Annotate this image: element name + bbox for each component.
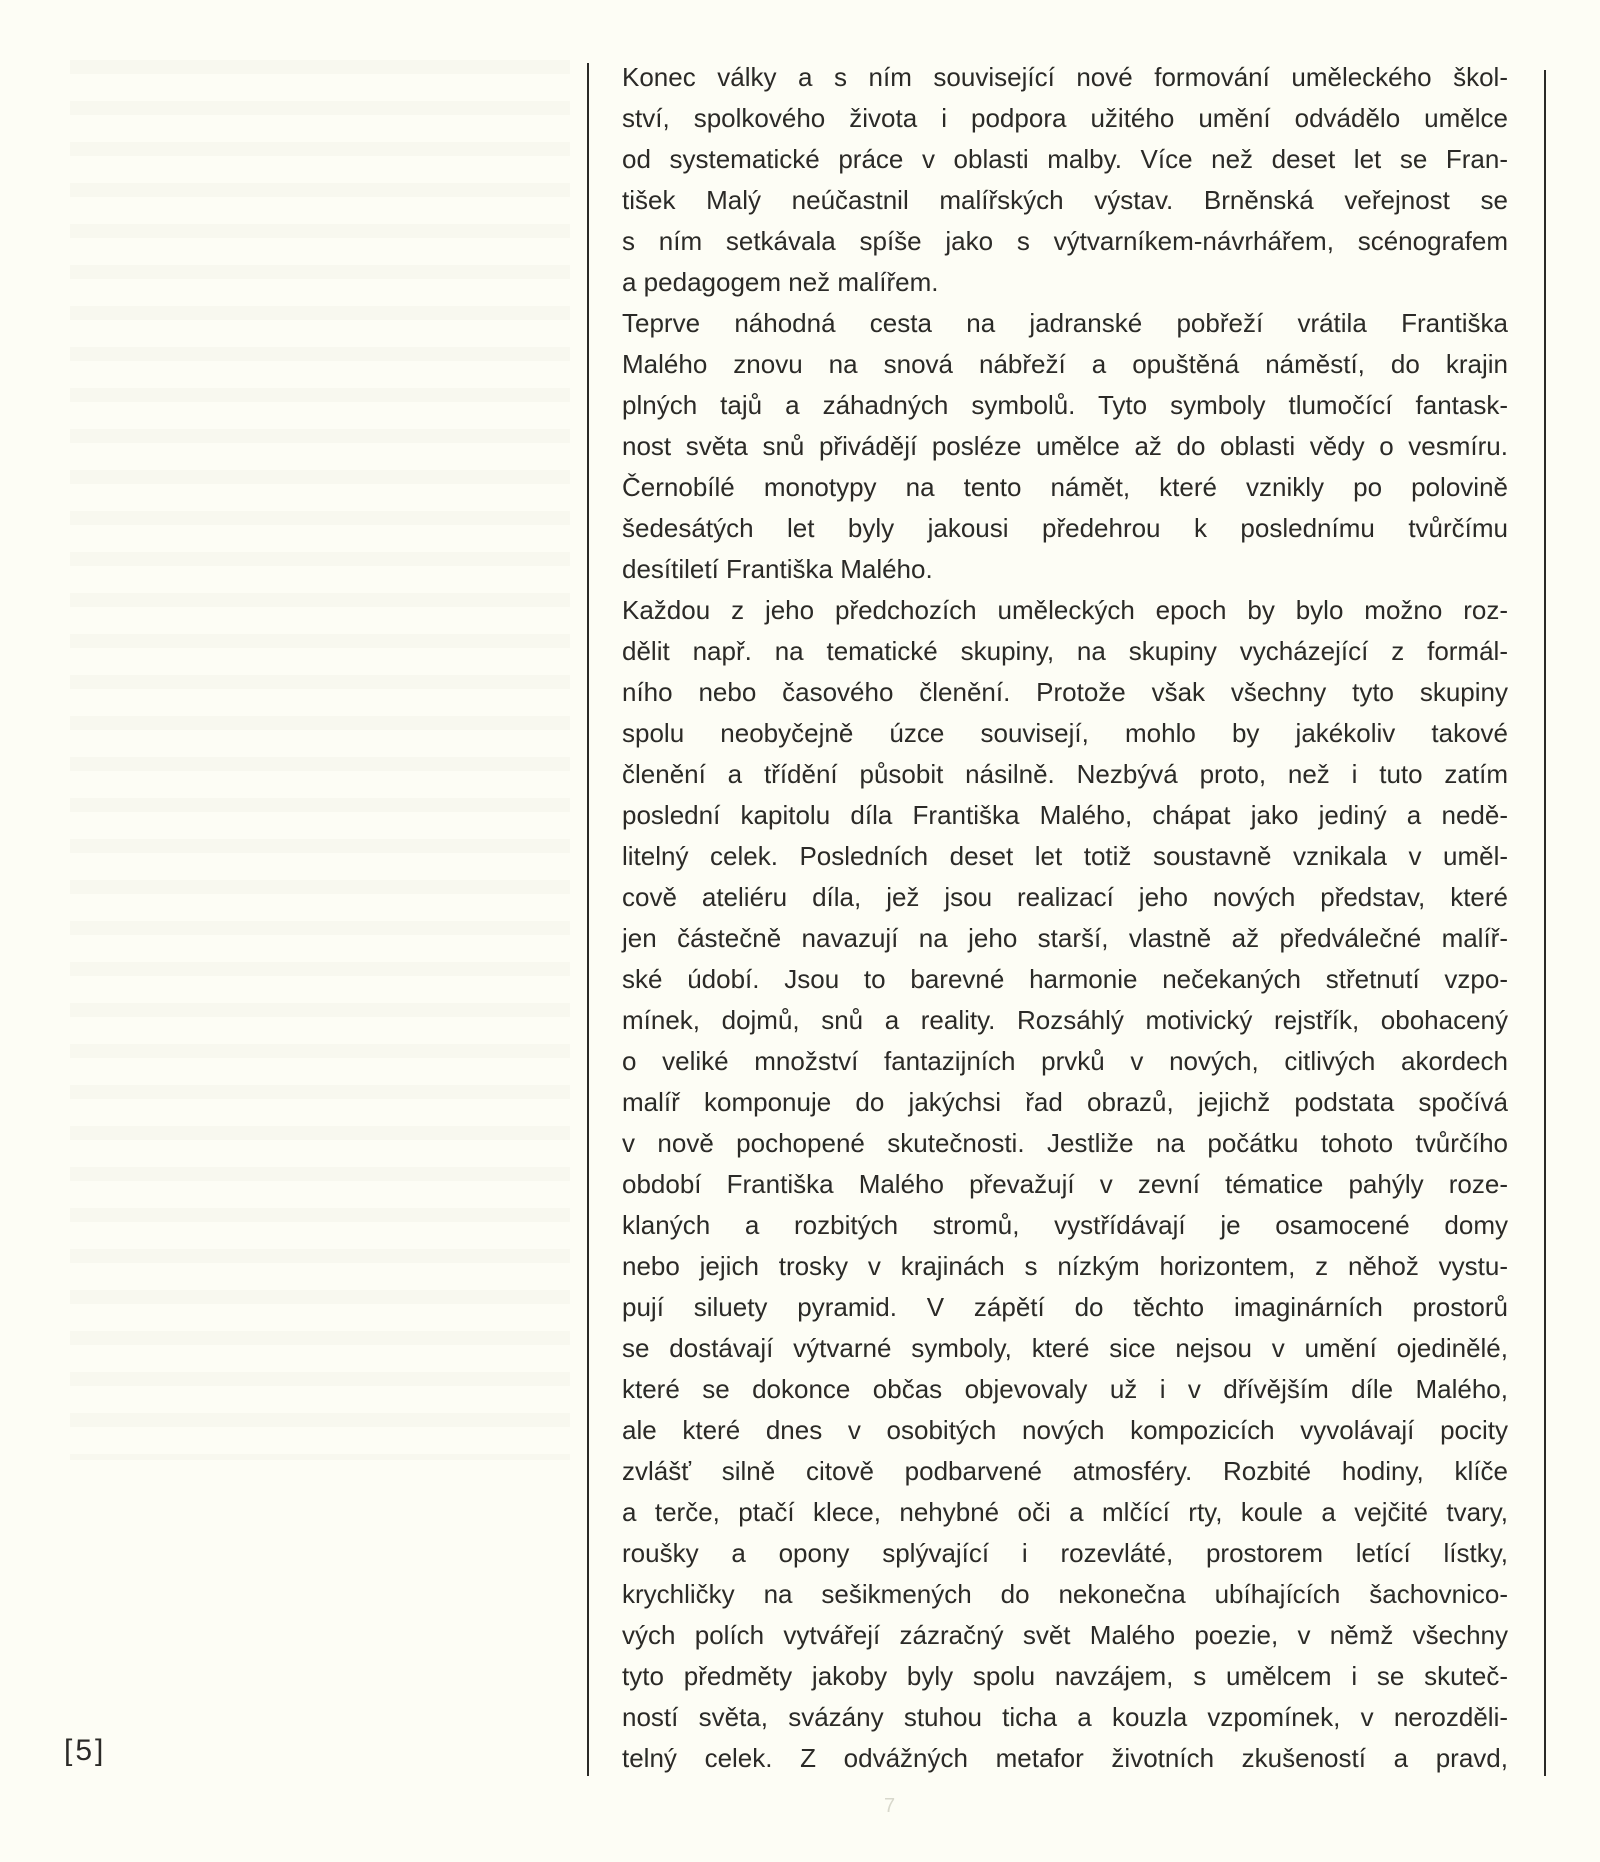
text-line: Černobílé monotypy na tento námět, které vznikly po polovině <box>622 472 1508 502</box>
text-line: plných tajů a záhadných symbolů. Tyto symboly tlumočící fantask- <box>622 390 1508 420</box>
text-line: ale které dnes v osobitých nových kompozicích vyvolávají pocity <box>622 1415 1508 1445</box>
text-line: v nově pochopené skutečnosti. Jestliže na počátku tohoto tvůrčího <box>622 1128 1508 1158</box>
text-line: šedesátých let byly jakousi předehrou k poslednímu tvůrčímu <box>622 513 1508 543</box>
text-line: o veliké množství fantazijních prvků v nových, citlivých akordech <box>622 1046 1508 1076</box>
text-line: období Františka Malého převažují v zevní tématice pahýly roze- <box>622 1169 1508 1199</box>
text-line: nebo jejich trosky v krajinách s nízkým horizontem, z něhož vystu- <box>622 1251 1508 1281</box>
text-line: s ním setkávala spíše jako s výtvarníkem-návrhářem, scénografem <box>622 226 1508 256</box>
text-line: tyto předměty jakoby byly spolu navzájem, s umělcem i se skuteč- <box>622 1661 1508 1691</box>
right-column-rule <box>1544 70 1546 1776</box>
text-line: Každou z jeho předchozích uměleckých epoch by bylo možno roz- <box>622 595 1508 625</box>
text-line: od systematické práce v oblasti malby. Více než deset let se Fran- <box>622 144 1508 174</box>
text-line: mínek, dojmů, snů a reality. Rozsáhlý motivický rejstřík, obohacený <box>622 1005 1508 1035</box>
text-line: klaných a rozbitých stromů, vystřídávají je osamocené domy <box>622 1210 1508 1240</box>
text-line: pují siluety pyramid. V zápětí do těchto imaginárních prostorů <box>622 1292 1508 1322</box>
text-line: telný celek. Z odvážných metafor životních zkušeností a pravd, <box>622 1743 1508 1773</box>
text-line: ností světa, svázány stuhou ticha a kouzla vzpomínek, v nerozděli- <box>622 1702 1508 1732</box>
text-line: Konec války a s ním související nové formování uměleckého škol- <box>622 62 1508 92</box>
text-line: dělit např. na tematické skupiny, na skupiny vycházející z formál- <box>622 636 1508 666</box>
left-column-rule <box>587 63 589 1776</box>
text-line: vých polích vytvářejí zázračný svět Malého poezie, v němž všechny <box>622 1620 1508 1650</box>
text-line: Teprve náhodná cesta na jadranské pobřeží vrátila Františka <box>622 308 1508 338</box>
show-through-background <box>70 60 570 1460</box>
text-line: se dostávají výtvarné symboly, které sice nejsou v umění ojedinělé, <box>622 1333 1508 1363</box>
text-line: cově ateliéru díla, jež jsou realizací jeho nových představ, které <box>622 882 1508 912</box>
text-column <box>622 57 1508 1779</box>
text-line: které se dokonce občas objevovaly už i v dřívějším díle Malého, <box>622 1374 1508 1404</box>
show-through-mark: 7 <box>884 1795 896 1817</box>
text-line: poslední kapitolu díla Františka Malého, chápat jako jediný a nedě- <box>622 800 1508 830</box>
text-line: malíř komponuje do jakýchsi řad obrazů, jejichž podstata spočívá <box>622 1087 1508 1117</box>
text-line: zvlášť silně citově podbarvené atmosféry. Rozbité hodiny, klíče <box>622 1456 1508 1486</box>
text-line: litelný celek. Posledních deset let totiž soustavně vznikala v uměl- <box>622 841 1508 871</box>
text-line: tišek Malý neúčastnil malířských výstav. Brněnská veřejnost se <box>622 185 1508 215</box>
text-line: Malého znovu na snová nábřeží a opuštěná náměstí, do krajin <box>622 349 1508 379</box>
text-line: členění a třídění působit násilně. Nezbývá proto, než i tuto zatím <box>622 759 1508 789</box>
page-number: [5] <box>64 1734 107 1767</box>
text-line: a terče, ptačí klece, nehybné oči a mlčící rty, koule a vejčité tvary, <box>622 1497 1508 1527</box>
text-line: spolu neobyčejně úzce souvisejí, mohlo by jakékoliv takové <box>622 718 1508 748</box>
text-line: desítiletí Františka Malého. <box>622 554 933 584</box>
text-line: jen částečně navazují na jeho starší, vlastně až předválečné malíř- <box>622 923 1508 953</box>
text-line: krychličky na sešikmených do nekonečna ubíhajících šachovnico- <box>622 1579 1508 1609</box>
text-line: a pedagogem než malířem. <box>622 267 939 297</box>
text-line: nost světa snů přivádějí posléze umělce až do oblasti vědy o vesmíru. <box>622 431 1508 461</box>
text-line: ské údobí. Jsou to barevné harmonie nečekaných střetnutí vzpo- <box>622 964 1508 994</box>
text-line: ního nebo časového členění. Protože však všechny tyto skupiny <box>622 677 1508 707</box>
text-line: roušky a opony splývající i rozevláté, prostorem letící lístky, <box>622 1538 1508 1568</box>
text-line: ství, spolkového života i podpora užitého umění odvádělo umělce <box>622 103 1508 133</box>
